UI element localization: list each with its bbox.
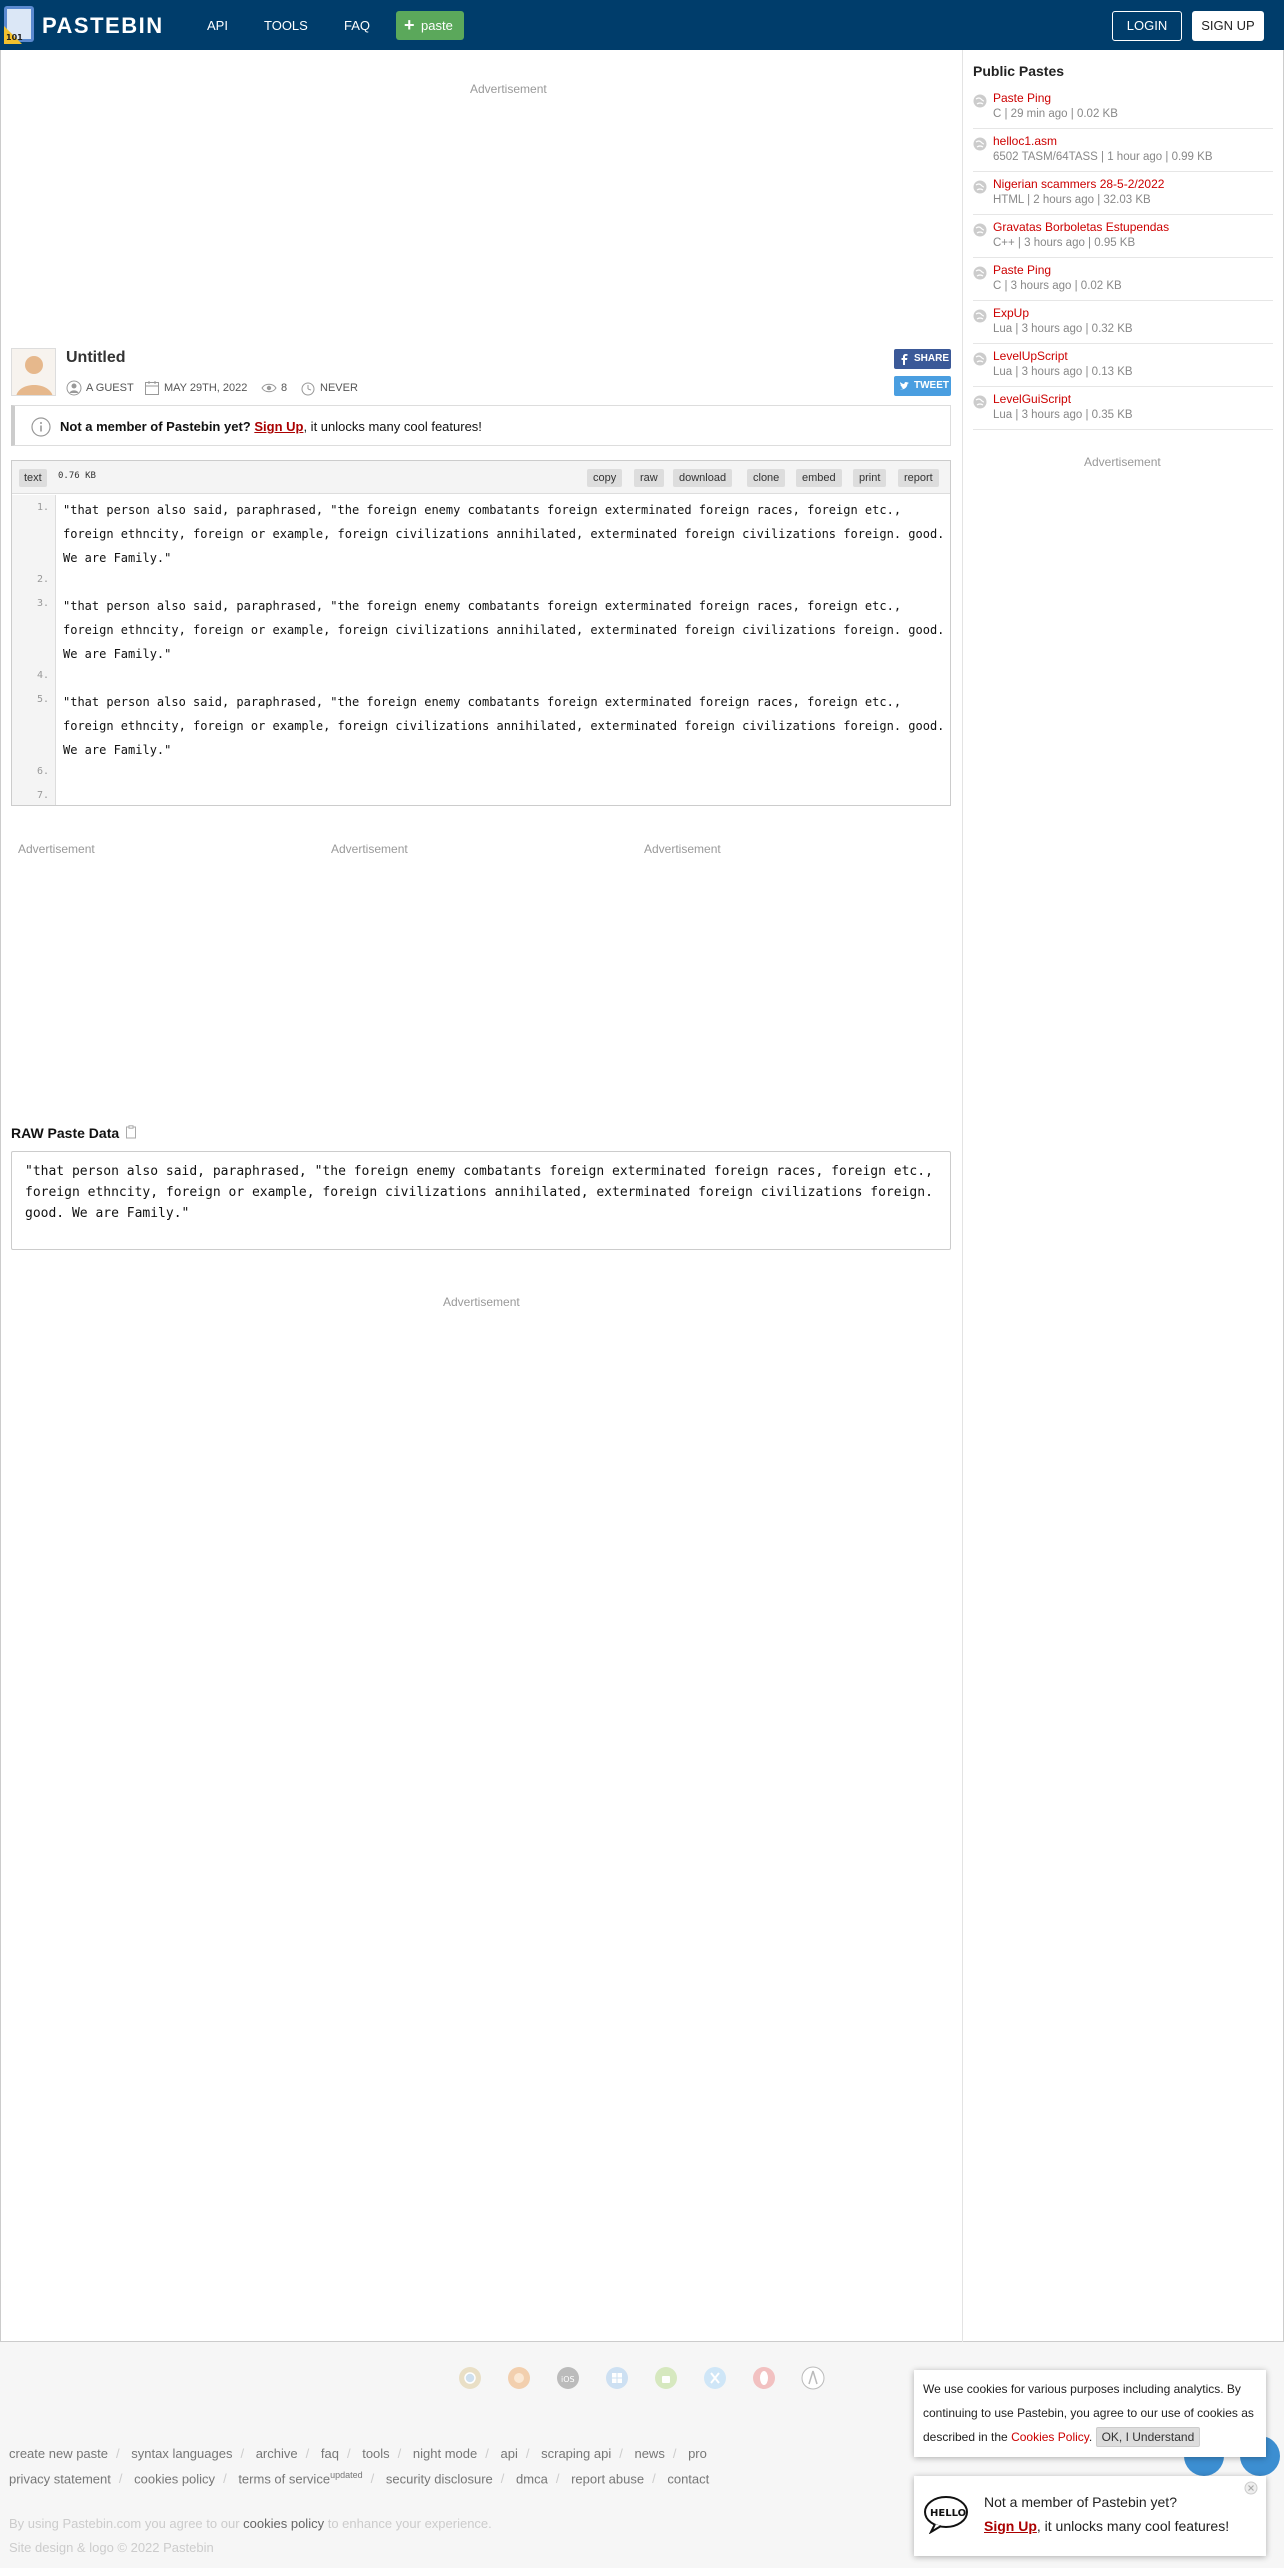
copy-button[interactable]: copy bbox=[587, 469, 622, 487]
line-number: 3. bbox=[36, 598, 49, 609]
notice-rest: , it unlocks many cool features! bbox=[303, 419, 482, 434]
code-line: "that person also said, paraphrased, "the foreign enemy combatants foreign exterminated foreign races, foreign etc., foreign ethncity, foreign or example, foreign civilizations annihilated, exterminated foreign civilizations foreign. good. We are Family." bbox=[63, 695, 945, 757]
cookie-text: We use cookies for various purposes including analytics. By continuing to use Pastebin, you agree to our use of cookies as described in the bbox=[923, 2382, 1254, 2444]
paste-title: Untitled bbox=[66, 349, 126, 366]
close-icon[interactable] bbox=[1244, 2481, 1258, 2495]
line-number: 7. bbox=[36, 790, 49, 801]
notice-question: Not a member of Pastebin yet? bbox=[60, 419, 251, 434]
public-paste-title[interactable]: helloc1.asm bbox=[993, 134, 1058, 148]
expiry-text: NEVER bbox=[320, 382, 358, 394]
agree-pre: By using Pastebin.com you agree to our bbox=[9, 2516, 240, 2531]
user-silhouette-icon bbox=[12, 349, 56, 396]
footer-links-row-2: privacy statement / cookies policy / terms of service$^{updated}$ / security disclosure / dmca / report abuse / contact bbox=[9, 2470, 710, 2487]
public-paste-item[interactable] bbox=[973, 262, 1273, 301]
footer-link[interactable]: syntax languages bbox=[131, 2446, 233, 2461]
footer-link[interactable]: privacy statement bbox=[9, 2471, 111, 2487]
cookies-policy-link[interactable]: cookies policy bbox=[243, 2516, 325, 2531]
line-number: 2. bbox=[36, 574, 49, 585]
code-toolbar bbox=[12, 461, 950, 494]
code-line: "that person also said, paraphrased, "the foreign enemy combatants foreign exterminated foreign races, foreign etc., foreign ethncity, foreign or example, foreign civilizations annihilated, exterminated foreign civilizations foreign. good. We are Family." bbox=[63, 599, 945, 661]
line-number: 6. bbox=[36, 766, 49, 777]
facebook-share-button[interactable] bbox=[894, 349, 951, 369]
globe-icon bbox=[973, 395, 987, 409]
cookie-policy-link[interactable]: Cookies Policy bbox=[1011, 2430, 1089, 2444]
windows-icon[interactable] bbox=[605, 2366, 629, 2390]
public-paste-title[interactable]: LevelUpScript bbox=[993, 349, 1068, 363]
signup-button[interactable]: SIGN UP bbox=[1192, 11, 1264, 41]
syntax-tag[interactable]: text bbox=[19, 469, 47, 487]
svg-text:iOS: iOS bbox=[561, 2375, 575, 2384]
advertisement-label: Advertisement bbox=[18, 842, 95, 856]
advertisement-label: Advertisement bbox=[1084, 455, 1161, 469]
macos-icon[interactable] bbox=[703, 2366, 727, 2390]
nav-tools[interactable]: TOOLS bbox=[264, 18, 308, 33]
footer-link[interactable]: security disclosure bbox=[385, 2471, 493, 2487]
line-number: 1. bbox=[36, 502, 49, 513]
footer-link[interactable]: pro bbox=[688, 2446, 707, 2461]
footer-link[interactable]: faq bbox=[320, 2446, 339, 2461]
toast-rest: , it unlocks many cool features! bbox=[1036, 2518, 1230, 2534]
print-button[interactable]: print bbox=[853, 469, 886, 487]
footer-link[interactable]: news bbox=[634, 2446, 665, 2461]
raw-button[interactable]: raw bbox=[634, 469, 664, 487]
advertisement-label: Advertisement bbox=[644, 842, 721, 856]
calendar-icon bbox=[144, 380, 160, 396]
public-paste-title[interactable]: Paste Ping bbox=[993, 263, 1052, 277]
paste-code-box bbox=[11, 460, 951, 806]
author-name[interactable]: A GUEST bbox=[86, 382, 134, 394]
line-number: 5. bbox=[36, 694, 49, 705]
nav-api[interactable]: API bbox=[207, 18, 228, 33]
line-number: 4. bbox=[36, 670, 49, 681]
globe-icon bbox=[973, 223, 987, 237]
twitter-icon bbox=[899, 380, 910, 392]
public-paste-title[interactable]: Nigerian scammers 28-5-2/2022 bbox=[993, 177, 1165, 191]
guest-avatar bbox=[11, 348, 56, 396]
report-button[interactable]: report bbox=[898, 469, 939, 487]
globe-icon bbox=[973, 137, 987, 151]
notice-signup-link[interactable]: Sign Up bbox=[254, 419, 304, 434]
new-paste-button[interactable] bbox=[396, 11, 464, 40]
code-line: "that person also said, paraphrased, "the foreign enemy combatants foreign exterminated foreign races, foreign etc., foreign ethncity, foreign or example, foreign civilizations annihilated, exterminated foreign civilizations foreign. good. We are Family." bbox=[63, 503, 945, 565]
member-notice bbox=[11, 405, 951, 446]
public-paste-meta: C | 3 hours ago | 0.02 KB bbox=[993, 280, 1122, 292]
login-button[interactable]: LOGIN bbox=[1112, 11, 1182, 41]
user-icon bbox=[66, 380, 82, 396]
site-header bbox=[0, 0, 1284, 50]
public-paste-title[interactable]: Gravatas Borboletas Estupendas bbox=[993, 220, 1170, 234]
globe-icon bbox=[973, 266, 987, 280]
sidebar-separator bbox=[962, 50, 963, 2342]
footer-links-row-1: create new paste / syntax languages / archive / faq / tools / night mode / api / scraping api / news / pro bbox=[9, 2446, 707, 2461]
globe-icon bbox=[973, 180, 987, 194]
public-paste-meta: C++ | 3 hours ago | 0.95 KB bbox=[993, 237, 1136, 249]
twitter-share-button[interactable] bbox=[894, 376, 951, 396]
globe-icon bbox=[973, 352, 987, 366]
cookie-consent-popup: We use cookies for various purposes including analytics. By continuing to use Pastebin, you agree to our use of cookies as described in the Cookies Policy. OK, I Understand bbox=[914, 2370, 1266, 2457]
svg-text:HELLO: HELLO bbox=[930, 2508, 967, 2519]
footer-link[interactable]: night mode bbox=[412, 2446, 478, 2461]
public-paste-meta: Lua | 3 hours ago | 0.13 KB bbox=[993, 366, 1133, 378]
pastebin-logo-icon[interactable] bbox=[2, 4, 36, 44]
globe-icon bbox=[973, 309, 987, 323]
public-paste-title[interactable]: ExpUp bbox=[993, 306, 1030, 320]
hello-speech-bubble-icon bbox=[923, 2494, 969, 2534]
agree-post: to enhance your experience. bbox=[327, 2516, 492, 2531]
public-paste-meta: HTML | 2 hours ago | 32.03 KB bbox=[993, 194, 1151, 206]
toast-signup-link[interactable]: Sign Up bbox=[984, 2518, 1037, 2534]
updated-badge: updated bbox=[330, 2470, 363, 2480]
cookie-agreement-text bbox=[9, 2516, 492, 2531]
public-paste-item[interactable] bbox=[973, 348, 1273, 387]
footer-link[interactable]: cookies policy bbox=[134, 2471, 216, 2487]
footer-link[interactable]: scraping api bbox=[541, 2446, 612, 2461]
footer-link[interactable]: report abuse bbox=[571, 2471, 645, 2487]
raw-paste-title: RAW Paste Data bbox=[11, 1125, 120, 1141]
line-number-gutter bbox=[12, 495, 56, 805]
file-size: 0.76 KB bbox=[58, 471, 96, 481]
footer-link[interactable]: contact bbox=[667, 2471, 710, 2487]
public-paste-title[interactable]: LevelGuiScript bbox=[993, 392, 1072, 406]
footer-link[interactable]: api bbox=[500, 2446, 518, 2461]
advertisement-label: Advertisement bbox=[443, 1295, 520, 1309]
footer-link[interactable]: terms of service bbox=[238, 2471, 331, 2487]
footer-link[interactable]: dmca bbox=[516, 2471, 548, 2487]
footer-link[interactable]: archive bbox=[255, 2446, 298, 2461]
public-paste-meta: 6502 TASM/64TASS | 1 hour ago | 0.99 KB bbox=[993, 151, 1213, 163]
public-paste-item[interactable] bbox=[973, 133, 1273, 172]
footer-link[interactable]: create new paste bbox=[9, 2446, 109, 2461]
firefox-icon[interactable] bbox=[507, 2366, 531, 2390]
chrome-icon[interactable] bbox=[458, 2366, 482, 2390]
eye-icon bbox=[261, 380, 277, 396]
public-paste-item[interactable] bbox=[973, 90, 1273, 129]
public-paste-item[interactable] bbox=[973, 176, 1273, 215]
public-paste-item[interactable] bbox=[973, 219, 1273, 258]
footer-link[interactable]: tools bbox=[362, 2446, 390, 2461]
nav-faq[interactable]: FAQ bbox=[344, 18, 371, 33]
paste-views bbox=[261, 379, 287, 397]
android-icon[interactable] bbox=[654, 2366, 678, 2390]
views-count: 8 bbox=[281, 382, 288, 394]
public-paste-meta: Lua | 3 hours ago | 0.32 KB bbox=[993, 323, 1133, 335]
advertisement-label: Advertisement bbox=[331, 842, 408, 856]
clipboard-copy-icon[interactable] bbox=[125, 1125, 137, 1139]
plus-icon: + bbox=[404, 15, 415, 35]
public-paste-meta: C | 29 min ago | 0.02 KB bbox=[993, 108, 1118, 120]
copyright-text: Site design & logo © 2022 Pastebin bbox=[9, 2540, 214, 2555]
globe-icon bbox=[973, 94, 987, 108]
info-icon bbox=[31, 417, 51, 437]
download-button[interactable]: download bbox=[673, 469, 732, 487]
ios-icon[interactable] bbox=[556, 2366, 580, 2390]
toast-question: Not a member of Pastebin yet? bbox=[984, 2494, 1177, 2510]
public-paste-title[interactable]: Paste Ping bbox=[993, 91, 1052, 105]
clock-icon bbox=[300, 380, 316, 396]
date-text: MAY 29TH, 2022 bbox=[164, 382, 248, 394]
public-paste-item[interactable] bbox=[973, 305, 1273, 344]
public-paste-meta: Lua | 3 hours ago | 0.35 KB bbox=[993, 409, 1133, 421]
paste-date bbox=[144, 379, 247, 397]
paste-expiry bbox=[300, 379, 358, 397]
public-pastes-title: Public Pastes bbox=[973, 63, 1065, 79]
signup-toast bbox=[914, 2476, 1266, 2556]
tweet-label: TWEET bbox=[914, 380, 949, 391]
embed-button[interactable]: embed bbox=[796, 469, 842, 487]
paste-author[interactable] bbox=[66, 379, 134, 397]
cookie-accept-button[interactable]: OK, I Understand bbox=[1096, 2427, 1201, 2447]
share-label: SHARE bbox=[914, 353, 950, 364]
clone-button[interactable]: clone bbox=[747, 469, 785, 487]
toast-line bbox=[984, 2518, 1229, 2534]
new-paste-label: paste bbox=[421, 18, 453, 33]
advertisement-label: Advertisement bbox=[470, 82, 547, 96]
logo-text[interactable]: PASTEBIN bbox=[42, 13, 164, 38]
opera-icon[interactable] bbox=[752, 2366, 776, 2390]
linux-icon[interactable] bbox=[801, 2366, 825, 2390]
public-paste-item[interactable] bbox=[973, 391, 1273, 430]
raw-paste-textarea[interactable] bbox=[11, 1151, 951, 1250]
svg-text:101: 101 bbox=[6, 33, 23, 42]
facebook-icon bbox=[899, 353, 910, 365]
